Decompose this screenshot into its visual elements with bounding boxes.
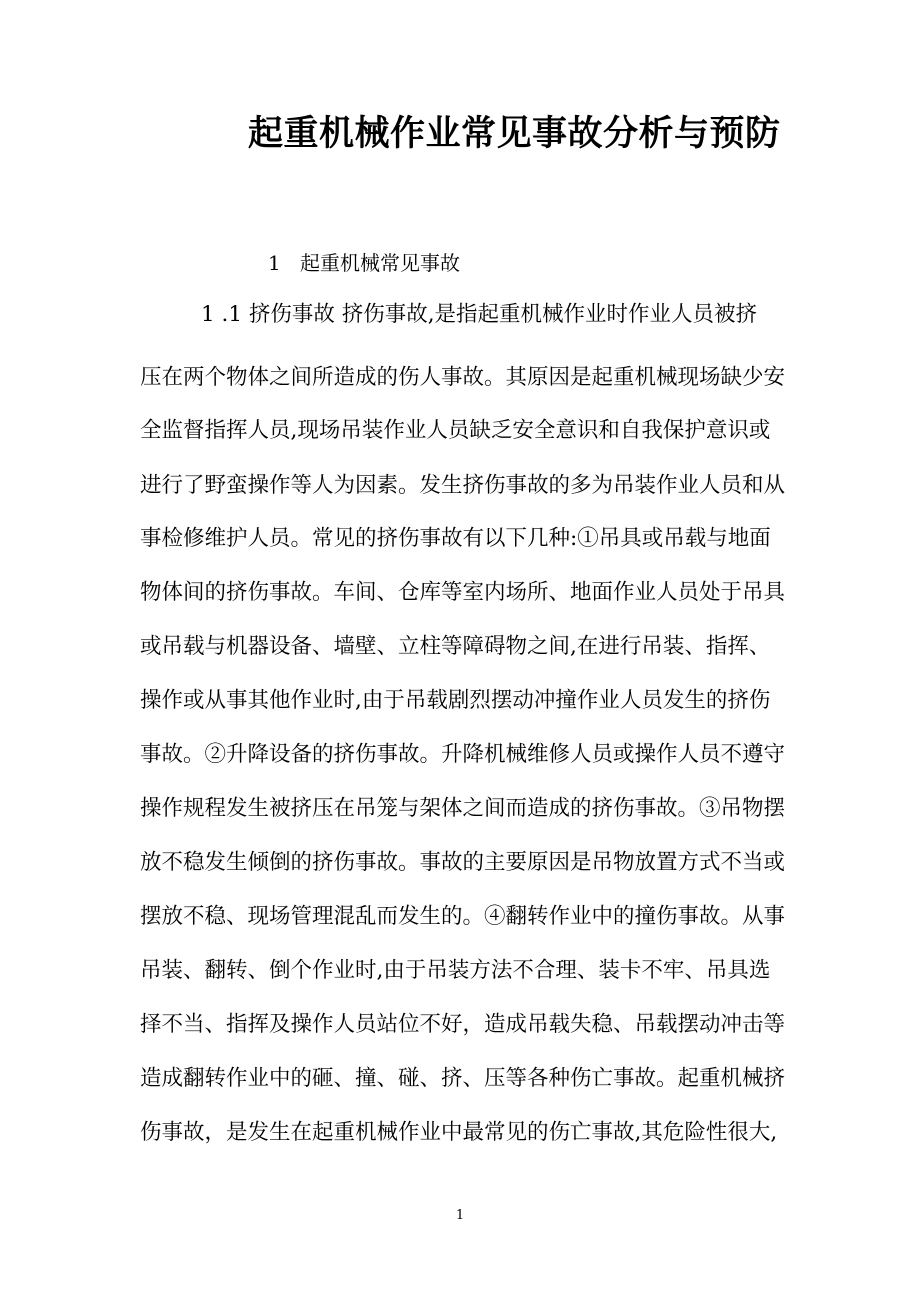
body-line: 放不稳发生倾倒的挤伤事故。事故的主要原因是吊物放置方式不当或	[140, 850, 786, 875]
section-title: 起重机械常见事故	[300, 251, 460, 275]
body-line: 操作或从事其他作业时,由于吊载剧烈摆动冲撞作业人员发生的挤伤	[140, 688, 771, 713]
body-line: 造成翻转作业中的砸、撞、碰、挤、压等各种伤亡事故。起重机械挤	[140, 1066, 786, 1091]
body-line: 全监督指挥人员,现场吊装作业人员缺乏安全意识和自我保护意识或	[140, 418, 771, 443]
section-number: 1	[268, 251, 281, 275]
body-line: 进行了野蛮操作等人为因素。发生挤伤事故的多为吊装作业人员和从	[140, 473, 786, 498]
page-title: 起重机械作业常见事故分析与预防	[248, 113, 781, 154]
body-line: 事检修维护人员。常见的挤伤事故有以下几种:①吊具或吊载与地面	[140, 526, 771, 551]
body-line: 伤事故，是发生在起重机械作业中最常见的伤亡事故,其危险性很大,	[140, 1120, 778, 1145]
body-line: 1 .1 挤伤事故 挤伤事故,是指起重机械作业时作业人员被挤	[201, 302, 758, 327]
body-line: 操作规程发生被挤压在吊笼与架体之间而造成的挤伤事故。③吊物摆	[140, 796, 786, 821]
body-line: 压在两个物体之间所造成的伤人事故。其原因是起重机械现场缺少安	[140, 365, 786, 390]
body-line: 吊装、翻转、倒个作业时,由于吊装方法不合理、装卡不牢、吊具选	[140, 958, 771, 983]
body-line: 摆放不稳、现场管理混乱而发生的。④翻转作业中的撞伤事故。从事	[140, 904, 786, 929]
body-line: 或吊载与机器设备、墙壁、立柱等障碍物之间,在进行吊装、指挥、	[140, 634, 771, 659]
section-heading	[268, 245, 460, 281]
body-line: 事故。②升降设备的挤伤事故。升降机械维修人员或操作人员不遵守	[140, 742, 786, 767]
page-number: 1	[455, 1208, 465, 1223]
body-line: 物体间的挤伤事故。车间、仓库等室内场所、地面作业人员处于吊具	[140, 580, 786, 605]
body-line: 择不当、指挥及操作人员站位不好，造成吊载失稳、吊载摆动冲击等	[140, 1012, 786, 1037]
